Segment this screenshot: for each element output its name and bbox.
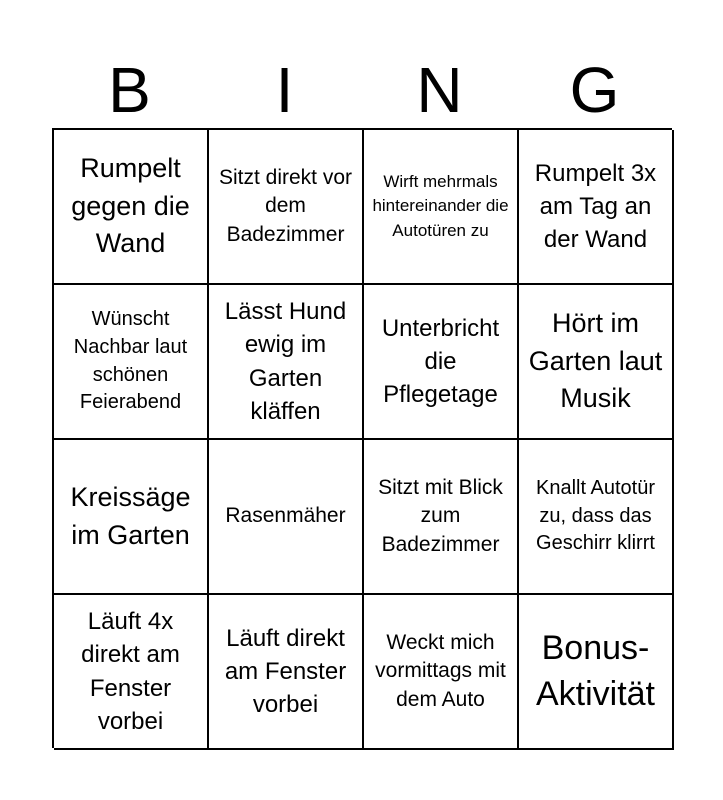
cell-label: Wünscht Nachbar laut schönen Feierabend (73, 308, 188, 414)
cell-label: Bonus-Aktivität (535, 628, 656, 713)
cell-label: Kreissäge im Garten (70, 481, 191, 550)
header-letter-b: B (108, 54, 151, 126)
bingo-cell-r4c2[interactable] (209, 595, 364, 750)
header-letter-i: I (275, 54, 294, 126)
header-letter-g: G (569, 54, 620, 126)
bingo-cell-r4c1[interactable] (54, 595, 209, 750)
cell-label: Sitzt direkt vor dem Badezimmer (218, 165, 353, 246)
cell-label: Weckt mich vormittags mit dem Auto (375, 630, 506, 711)
cell-label: Rumpelt 3x am Tag an der Wand (534, 159, 657, 254)
bingo-cell-r1c4[interactable] (519, 130, 674, 285)
cell-label: Wirft mehrmals hintereinander die Autotüren zu (372, 171, 509, 240)
bingo-cell-r1c2[interactable] (209, 130, 364, 285)
bingo-cell-r4c3[interactable] (364, 595, 519, 750)
header-letter-n: N (416, 54, 463, 126)
cell-label: Rumpelt gegen die Wand (71, 152, 190, 259)
bingo-cell-r2c4[interactable] (519, 285, 674, 440)
bingo-cell-r3c1[interactable] (54, 440, 209, 595)
bingo-cell-r1c3[interactable] (364, 130, 519, 285)
bingo-cell-r2c3[interactable] (364, 285, 519, 440)
cell-label: Knallt Autotür zu, dass das Geschirr klirrt (536, 477, 655, 555)
cell-label: Läuft 4x direkt am Fenster vorbei (81, 608, 180, 735)
bingo-cell-r2c1[interactable] (54, 285, 209, 440)
bingo-board (52, 128, 672, 748)
cell-label: Unterbricht die Pflegetage (381, 314, 500, 409)
bingo-cell-r4c4[interactable] (519, 595, 674, 750)
bingo-cell-r3c2[interactable] (209, 440, 364, 595)
cell-label: Sitzt mit Blick zum Badezimmer (378, 475, 503, 556)
bingo-header (52, 52, 672, 128)
bingo-cell-r3c3[interactable] (364, 440, 519, 595)
bingo-cell-r1c1[interactable] (54, 130, 209, 285)
cell-label: Hört im Garten laut Musik (528, 307, 663, 414)
cell-label: Läuft direkt am Fenster vorbei (224, 624, 347, 719)
bingo-cell-r3c4[interactable] (519, 440, 674, 595)
bingo-cell-r2c2[interactable] (209, 285, 364, 440)
cell-label: Lässt Hund ewig im Garten kläffen (224, 298, 347, 425)
cell-label: Rasenmäher (225, 504, 346, 528)
